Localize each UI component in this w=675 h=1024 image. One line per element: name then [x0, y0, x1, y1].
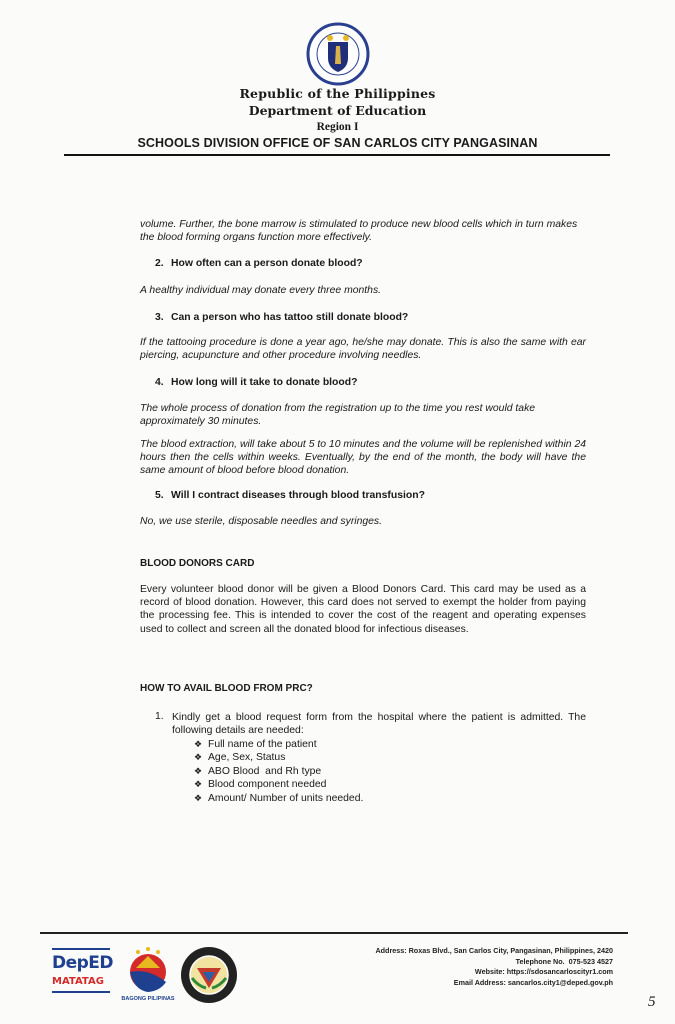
- bagong-pilipinas-logo: BAGONG PILIPINAS: [120, 946, 176, 1004]
- list-item: ❖ Amount/ Number of units needed.: [194, 792, 364, 804]
- deped-matatag-logo: DepED MATATAG: [52, 948, 110, 1003]
- faq-question-text: How long will it take to donate blood?: [171, 377, 358, 388]
- diamond-bullet-icon: ❖: [194, 792, 203, 803]
- deped-seal-logo: [306, 22, 370, 86]
- faq-question-5: [155, 490, 425, 501]
- faq-answer-2: A healthy individual may donate every three months.: [140, 285, 382, 296]
- faq-question-4: [155, 377, 357, 388]
- faq-number: 2.: [155, 258, 164, 269]
- address-text: Address: Roxas Blvd., San Carlos City, Pangasinan, Philippines, 2420: [375, 946, 613, 955]
- intro-continuation: volume. Further, the bone marrow is stimulated to produce new blood cells which in turn makes the blood forming organs function more effectively.: [140, 219, 578, 244]
- footer-divider: [40, 932, 628, 934]
- faq-answer-4a: The whole process of donation from the registration up to the time you rest would take approximately 30 minutes.: [140, 403, 536, 428]
- website-link[interactable]: Website: https://sdosancarloscityr1.com: [474, 967, 613, 977]
- avail-step-number: 1.: [155, 711, 164, 722]
- diamond-bullet-icon: ❖: [194, 739, 203, 749]
- republic-heading: Republic of the Philippines: [239, 86, 436, 101]
- list-item: ❖ Age, Sex, Status: [194, 752, 286, 764]
- faq-number: 3.: [155, 312, 164, 323]
- list-item: ❖ Blood component needed: [194, 779, 327, 791]
- page-number: 5: [648, 994, 656, 1010]
- contact-info: [375, 946, 613, 988]
- region-heading: Region I: [316, 121, 359, 133]
- faq-question-text: Will I contract diseases through blood transfusion?: [171, 490, 425, 501]
- office-heading: SCHOOLS DIVISION OFFICE OF SAN CARLOS CITY PANGASINAN: [137, 136, 538, 150]
- donors-card-heading: BLOOD DONORS CARD: [140, 558, 255, 569]
- department-heading: Department of Education: [248, 103, 427, 118]
- list-item: ❖ Full name of the patient: [194, 739, 317, 750]
- faq-question-text: How often can a person donate blood?: [171, 258, 363, 269]
- diamond-bullet-icon: ❖: [194, 779, 203, 790]
- faq-answer-3: If the tattooing procedure is done a year ago, he/she may donate. This is also the same with ear piercing, acupuncture and other procedure involving needles.: [140, 337, 586, 362]
- faq-question-3: [155, 312, 408, 323]
- faq-answer-5: No, we use sterile, disposable needles and syringes.: [140, 516, 383, 527]
- faq-number: 4.: [155, 377, 164, 388]
- donors-card-text: Every volunteer blood donor will be given a Blood Donors Card. This card may be used as a record of blood donation. However, this card does not served to exempt the holder from paying the processing fee. This is intended to cover the cost of the reagent and operating expenses used to collect and screen all the donated blood for infectious diseases.: [140, 584, 586, 635]
- avail-heading: HOW TO AVAIL BLOOD FROM PRC?: [140, 683, 313, 694]
- telephone-text: Telephone No. 075-523 4527: [515, 956, 613, 966]
- faq-number: 5.: [155, 490, 164, 501]
- diamond-bullet-icon: ❖: [194, 765, 203, 776]
- diamond-bullet-icon: ❖: [194, 752, 203, 763]
- required-details-list: [194, 738, 363, 805]
- bagong-pilipinas-emblem-icon: [120, 946, 176, 992]
- faq-question-2: [155, 258, 363, 269]
- faq-answer-4b: The blood extraction, will take about 5 to 10 minutes and the volume will be replenished within 24 hours then the cells within weeks. Eventually, by the end of the month, the body will have the same amount of blood before blood donation.: [140, 439, 586, 477]
- faq-question-text: Can a person who has tattoo still donate blood?: [171, 312, 409, 323]
- avail-step-text: Kindly get a blood request form from the hospital where the patient is admitted. The following details are needed:: [172, 712, 586, 737]
- sdo-division-seal-logo: [180, 946, 238, 1004]
- email-link[interactable]: Email Address: sancarlos.city1@deped.gov.ph: [453, 977, 613, 987]
- header-divider: [64, 154, 610, 156]
- list-item: ❖ ABO Blood and Rh type: [194, 765, 322, 777]
